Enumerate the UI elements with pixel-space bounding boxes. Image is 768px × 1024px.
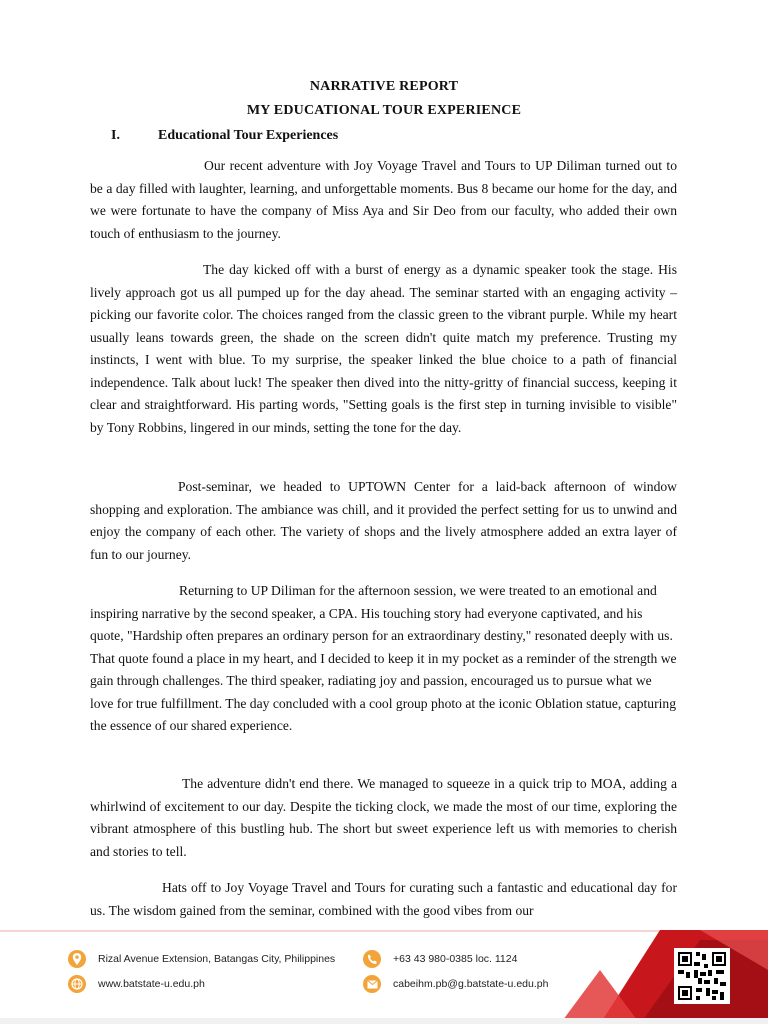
paragraph-2: The day kicked off with a burst of energy as a dynamic speaker took the stage. His lively approach got us all pumped up for the day ahead. The seminar started with an engaging activity – picking our favorite color. The choices ranged from the classic green to the vibrant purple. While my heart usually leans towards green, the shade on the screen didn't quite match my preference. Trusting my instincts, I went with blue. To my surprise, the speaker linked the blue choice to a path of financial independence. Talk about luck! The speaker then dived into the nitty-gritty of financial success, keeping it clear and straightforward. His parting words, "Setting goals is the first step in turning invisible to visible" by Tony Robbins, lingered in our minds, setting the tone for the day. [90, 262, 677, 435]
paragraph-3: Post-seminar, we headed to UPTOWN Center for a laid-back afternoon of window shopping and exploration. The ambiance was chill, and it provided the perfect setting for us to unwind and enjoy the company of each other. The variety of shops and the lively atmosphere added an extra layer of fun to our journey. [90, 479, 677, 562]
location-pin-icon [68, 950, 86, 968]
phone-icon [363, 950, 381, 968]
document-subtitle: MY EDUCATIONAL TOUR EXPERIENCE [246, 103, 522, 118]
globe-icon [68, 975, 86, 993]
footer [0, 930, 768, 1024]
paragraph-1: Our recent adventure with Joy Voyage Travel and Tours to UP Diliman turned out to be a day filled with laughter, learning, and unforgettable moments. Bus 8 became our home for the day, and we were fortunate to have the company of Miss Aya and Sir Deo from our faculty, who added their own touch of enthusiasm to the journey. [90, 158, 677, 241]
paragraph-5: The adventure didn't end there. We managed to squeeze in a quick trip to MOA, adding a whirlwind of excitement to our day. Despite the ticking clock, we made the most of our time, exploring the vibrant atmosphere of this bustling hub. The short but sweet experience left us with memories to cherish and stories to tell. [90, 776, 677, 859]
phone-contact [363, 950, 517, 968]
paragraph-4: Returning to UP Diliman for the afternoon session, we were treated to an emotional and inspiring narrative by the second speaker, a CPA. His touching story had everyone captivated, and his quote, "Hardship often prepares an ordinary person for an extraordinary destiny," resonated deeply with us. That quote found a place in my heart, and I decided to keep it in my pocket as a reminder of the strength we gain through challenges. The third speaker, radiating joy and passion, encouraged us to pursue what we love for true fulfillment. The day concluded with a cool group photo at the iconic Oblation statue, capturing the essence of our shared experience. [90, 583, 677, 733]
email-icon [363, 975, 381, 993]
document-title: NARRATIVE REPORT [309, 79, 459, 94]
address-text: Rizal Avenue Extension, Batangas City, Philippines [98, 953, 336, 965]
phone-text: +63 43 980-0385 loc. 1124 [393, 953, 518, 965]
address-contact [68, 950, 335, 968]
section-title: Educational Tour Experiences [158, 128, 339, 143]
section-number: I. [111, 128, 120, 143]
qr-code-graphic [676, 950, 728, 1002]
paragraph-6: Hats off to Joy Voyage Travel and Tours for curating such a fantastic and educational day for us. The wisdom gained from the seminar, combined with the good vibes from our [90, 880, 677, 918]
qr-code [674, 948, 730, 1004]
email-contact[interactable] [363, 975, 548, 993]
website-link[interactable]: www.batstate-u.edu.ph [98, 978, 205, 990]
email-link[interactable]: cabeihm.pb@g.batstate-u.edu.ph [393, 978, 549, 990]
section-heading [111, 128, 338, 144]
website-contact[interactable] [68, 975, 205, 993]
